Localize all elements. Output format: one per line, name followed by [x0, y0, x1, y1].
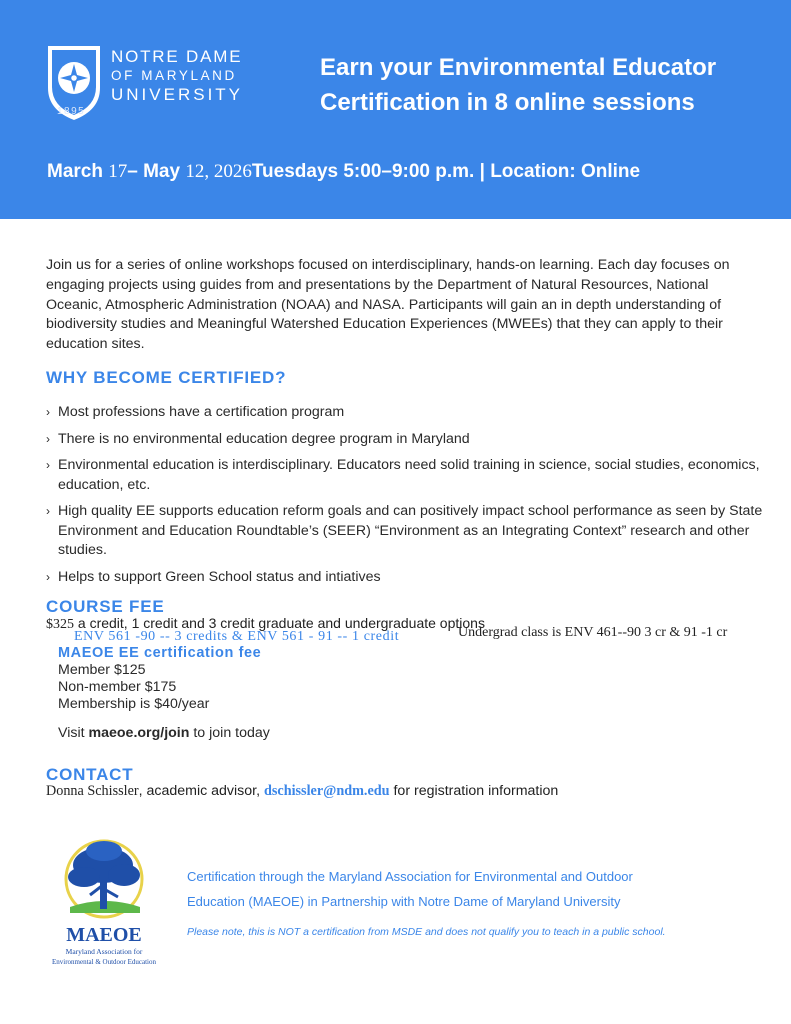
headline-line-2: Certification in 8 online sessions — [320, 89, 695, 116]
list-item: › Helps to support Green School status and intiatives — [46, 568, 766, 588]
dates-day-1: 17 — [108, 161, 128, 182]
contact-line — [46, 783, 558, 800]
undergrad-course-codes: Undergrad class is ENV 461--90 3 cr & 91 -1 cr — [458, 625, 728, 640]
university-name-line-3: UNIVERSITY — [111, 85, 244, 104]
bullet-chevron-icon: › — [46, 405, 50, 419]
maeoe-logo-sub-1: Maryland Association for — [65, 947, 143, 956]
maeoe-logo-text: MAEOE — [66, 924, 142, 946]
dates-mid: – May — [127, 161, 186, 182]
partnership-line-1: Certification through the Maryland Association for Environmental and Outdoor — [187, 869, 633, 884]
contact-email-link[interactable]: dschissler@ndm.edu — [264, 783, 390, 799]
membership-fee: Membership is $40/year — [58, 696, 210, 712]
contact-heading: CONTACT — [46, 765, 134, 784]
list-item: › Most professions have a certification program — [46, 403, 766, 423]
dates-prefix: March — [47, 161, 109, 182]
visit-prefix: Visit — [58, 725, 89, 741]
course-fee-options: a credit, 1 credit and 3 credit graduate and undergraduate options — [74, 615, 485, 631]
session-dates — [47, 161, 640, 183]
page-headline — [320, 50, 716, 120]
course-fee-price: $325 — [46, 617, 74, 632]
dates-suffix: Tuesdays 5:00–9:00 p.m. | Location: Online — [251, 161, 641, 182]
university-name — [111, 47, 243, 104]
contact-suffix: for registration information — [389, 783, 559, 799]
university-name-line-2: OF MARYLAND — [111, 68, 237, 83]
list-item: › High quality EE supports education reform goals and can positively impact school performance as seen by State Environment and Education Roundtable’s (SEER) “Environment as an Integrating Context” research and other studies. — [46, 503, 763, 558]
course-fee-heading: COURSE FEE — [46, 597, 165, 616]
header-banner — [0, 0, 791, 219]
maeoe-fee-heading: MAEOE EE certification fee — [58, 645, 262, 661]
why-list — [46, 403, 766, 594]
bullet-chevron-icon: › — [46, 504, 50, 518]
graduate-course-codes: ENV 561 -90 -- 3 credits & ENV 561 - 91 -- 1 credit — [74, 629, 400, 644]
headline-line-1: Earn your Environmental Educator — [320, 54, 717, 81]
member-fee: Member $125 — [58, 662, 146, 678]
contact-name: Donna Schissler — [46, 783, 139, 799]
list-item: › There is no environmental education degree program in Maryland — [46, 430, 766, 450]
visit-suffix: to join today — [189, 725, 270, 741]
maeoe-join-link[interactable]: maeoe.org/join — [88, 725, 190, 741]
bullet-chevron-icon: › — [46, 431, 50, 446]
maeoe-logo-sub-2: Environmental & Outdoor Education — [51, 958, 157, 966]
visit-line — [58, 725, 270, 741]
university-name-line-1: NOTRE DAME — [111, 47, 243, 66]
why-heading: WHY BECOME CERTIFIED? — [46, 368, 287, 387]
list-item: › Environmental education is interdisciplinary. Educators need solid training in science, social studies, economics, education, etc. — [46, 457, 760, 493]
bullet-chevron-icon: › — [46, 569, 50, 584]
msde-disclaimer: Please note, this is NOT a certification from MSDE and does not qualify you to teach in a public school. — [187, 926, 666, 938]
partnership-line-2: Education (MAEOE) in Partnership with Notre Dame of Maryland University — [187, 894, 621, 909]
dates-day-2: 12, 2026 — [185, 161, 252, 182]
intro-paragraph: Join us for a series of online workshops focused on interdisciplinary, hands-on learning. Each day focuses on engaging projects using guides from and presentations by the Department of Natural Resources, National Oceanic, Atmospheric Administration (NOAA) and NASA. Participants will gain an in depth understanding of biodiversity studies and Meaningful Watershed Education Experiences (MWEEs) that they can apply to their education sites. — [46, 257, 730, 353]
contact-role: , academic advisor, — [138, 783, 264, 799]
non-member-fee: Non-member $175 — [58, 679, 177, 695]
maeoe-logo — [40, 833, 174, 969]
founded-year: 1895 — [57, 106, 86, 117]
bullet-chevron-icon: › — [46, 458, 50, 472]
